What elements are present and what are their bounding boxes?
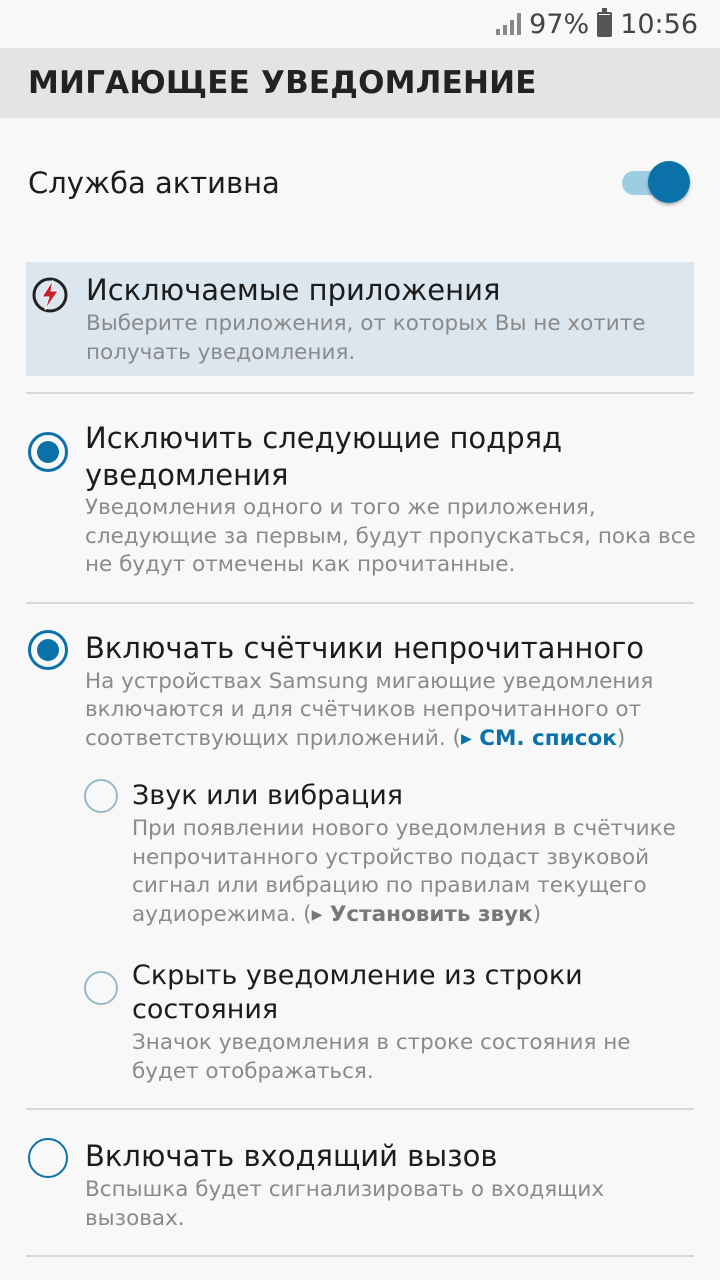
option-unread-counters[interactable] [0, 604, 720, 754]
battery-percent: 97% [529, 8, 590, 40]
radio-hide-status-bar[interactable] [84, 971, 118, 1005]
option-title: Включать входящий вызов [85, 1139, 498, 1173]
clock: 10:56 [620, 8, 698, 40]
flash-notify-app-icon [26, 270, 74, 314]
service-active-row[interactable] [0, 118, 720, 248]
see-list-link[interactable]: ▸ СМ. список [460, 725, 617, 751]
radio-sound-vibration[interactable] [84, 779, 118, 813]
option-skip-consecutive[interactable] [0, 394, 720, 602]
option-description: Значок уведомления в строке состояния не будет отображаться. [132, 1030, 631, 1084]
option-title: Включать счётчики непрочитанного [85, 630, 645, 665]
option-title: Скрыть уведомление из строки состояния [132, 960, 583, 1025]
page-title: МИГАЮЩЕЕ УВЕДОМЛЕНИЕ [0, 48, 720, 118]
radio-unread-counters[interactable] [28, 630, 68, 670]
service-active-label: Служба активна [28, 166, 280, 200]
option-description: На устройствах Samsung мигающие уведомления включаются и для счётчиков непрочитанного от соответствующих приложений. (▸ СМ. список) [85, 668, 654, 751]
excluded-apps-title: Исключаемые приложения [86, 273, 501, 307]
battery-icon [597, 12, 612, 37]
option-description: Вспышка будет сигнализировать о входящих вызовах. [85, 1177, 605, 1231]
radio-incoming-call[interactable] [28, 1138, 68, 1178]
status-bar [0, 0, 720, 48]
service-active-toggle[interactable] [620, 161, 690, 205]
signal-icon [496, 13, 521, 35]
radio-skip-consecutive[interactable] [28, 432, 68, 472]
option-incoming-call[interactable] [0, 1110, 720, 1255]
option-description: При появлении нового уведомления в счётчике непрочитанного устройство подаст звуковой сигнал или вибрацию по правилам текущего аудиорежима. (▸ Установить звук) [132, 816, 676, 927]
set-sound-link[interactable]: ▸ Установить звук [311, 901, 533, 927]
option-title: Исключить следующие подряд уведомления [85, 421, 563, 492]
excluded-apps-item[interactable] [26, 262, 694, 376]
suboption-sound-vibration[interactable] [0, 753, 720, 929]
suboption-hide-status-bar[interactable] [0, 929, 720, 1108]
excluded-apps-description: Выберите приложения, от которых Вы не хотите получать уведомления. [86, 311, 646, 365]
option-description: Уведомления одного и того же приложения, следующие за первым, будут пропускаться, пока все не будут отмечены как прочитанные. [85, 495, 696, 577]
divider [26, 1255, 694, 1257]
option-title: Звук или вибрация [132, 780, 403, 811]
